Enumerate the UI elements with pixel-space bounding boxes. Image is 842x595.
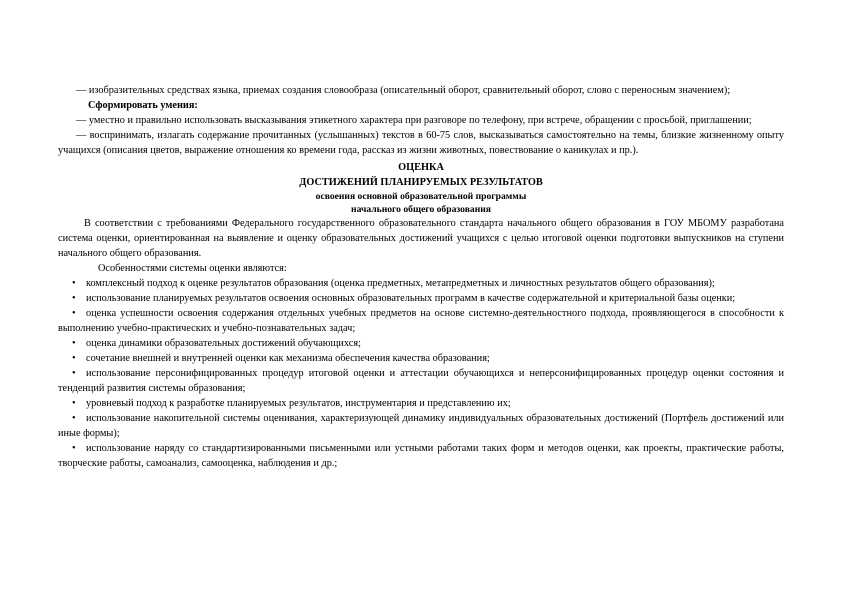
list-item-text: использование накопительной системы оценивания, характеризующей динамику индивидуальных образовательных достижений (Портфель достижений или иные формы); — [58, 413, 784, 439]
paragraph-perception: — воспринимать, излагать содержание прочитанных (услышанных) текстов в 60-75 слов, высказываться самостоятельно на темы, близкие жизненному опыту учащихся (описания цветов, выражение отношения ко времени года, рассказ из жизни животных, повествование о каникулах и пр.). — [58, 130, 784, 156]
bullet-icon: • — [72, 278, 76, 289]
bullet-icon: • — [72, 443, 76, 454]
list-item — [58, 396, 784, 411]
list-item — [58, 351, 784, 366]
bullet-icon: • — [72, 308, 76, 319]
skills-subheading: Сформировать умения: — [88, 100, 198, 111]
list-item — [58, 336, 784, 351]
features-title: Особенностями системы оценки являются: — [98, 263, 287, 274]
paragraph-language-means: — изобразительных средствах языка, приемах создания словообраза (описательный оборот, сравнительный оборот, слово с переносным значением); — [76, 85, 731, 96]
list-item — [58, 366, 784, 396]
heading-program-mastery: освоения основной образовательной программы — [315, 191, 527, 202]
list-item-text: использование планируемых результатов освоения основных образовательных программ в качестве содержательной и критериальной базы оценки; — [86, 293, 736, 304]
bullet-icon: • — [72, 338, 76, 349]
document-page — [58, 83, 784, 471]
list-item — [58, 411, 784, 441]
intro-paragraph: В соответствии с требованиями Федерального государственного образовательного стандарта начального общего образования в ГОУ МБОМУ разработана система оценки, ориентированная на выявление и оценку образовательных достижений учащихся с целью итоговой оценки подготовки выпускников на ступени начального общего образования. — [58, 218, 784, 259]
bullet-icon: • — [72, 293, 76, 304]
bullet-icon: • — [72, 353, 76, 364]
paragraph-etiquette: — уместно и правильно использовать высказывания этикетного характера при разговоре по телефону, при встрече, обращении с просьбой, приглашении; — [76, 115, 752, 126]
heading-assessment: ОЦЕНКА — [398, 162, 444, 173]
list-item-text: сочетание внешней и внутренней оценки как механизма обеспечения качества образования; — [86, 353, 490, 364]
list-item-text: оценка динамики образовательных достижений обучающихся; — [86, 338, 361, 349]
heading-primary-education: начального общего образования — [351, 204, 491, 215]
list-item — [58, 441, 784, 471]
bullet-icon: • — [72, 398, 76, 409]
list-item-text: использование наряду со стандартизированными письменными или устными работами таких форм и методов оценки, как проекты, практические работы, творческие работы, самоанализ, самооценка, наблюдения и др.; — [58, 443, 784, 469]
list-item — [58, 306, 784, 336]
bullet-icon: • — [72, 368, 76, 379]
list-item-text: комплексный подход к оценке результатов образования (оценка предметных, метапредметных и личностных результатов общего образования); — [86, 278, 715, 289]
list-item — [58, 276, 784, 291]
list-item — [58, 291, 784, 306]
bullet-icon: • — [72, 413, 76, 424]
list-item-text: оценка успешности освоения содержания отдельных учебных предметов на основе системно-деятельностного подхода, проявляющегося в способности к выполнению учебно-практических и учебно-познавательных задач; — [58, 308, 784, 334]
list-item-text: использование персонифицированных процедур итоговой оценки и аттестации обучающихся и неперсонифицированных процедур оценки состояния и тенденций развития системы образования; — [58, 368, 784, 394]
list-item-text: уровневый подход к разработке планируемых результатов, инструментария и представлению их; — [86, 398, 511, 409]
heading-achievements: ДОСТИЖЕНИЙ ПЛАНИРУЕМЫХ РЕЗУЛЬТАТОВ — [299, 177, 543, 188]
